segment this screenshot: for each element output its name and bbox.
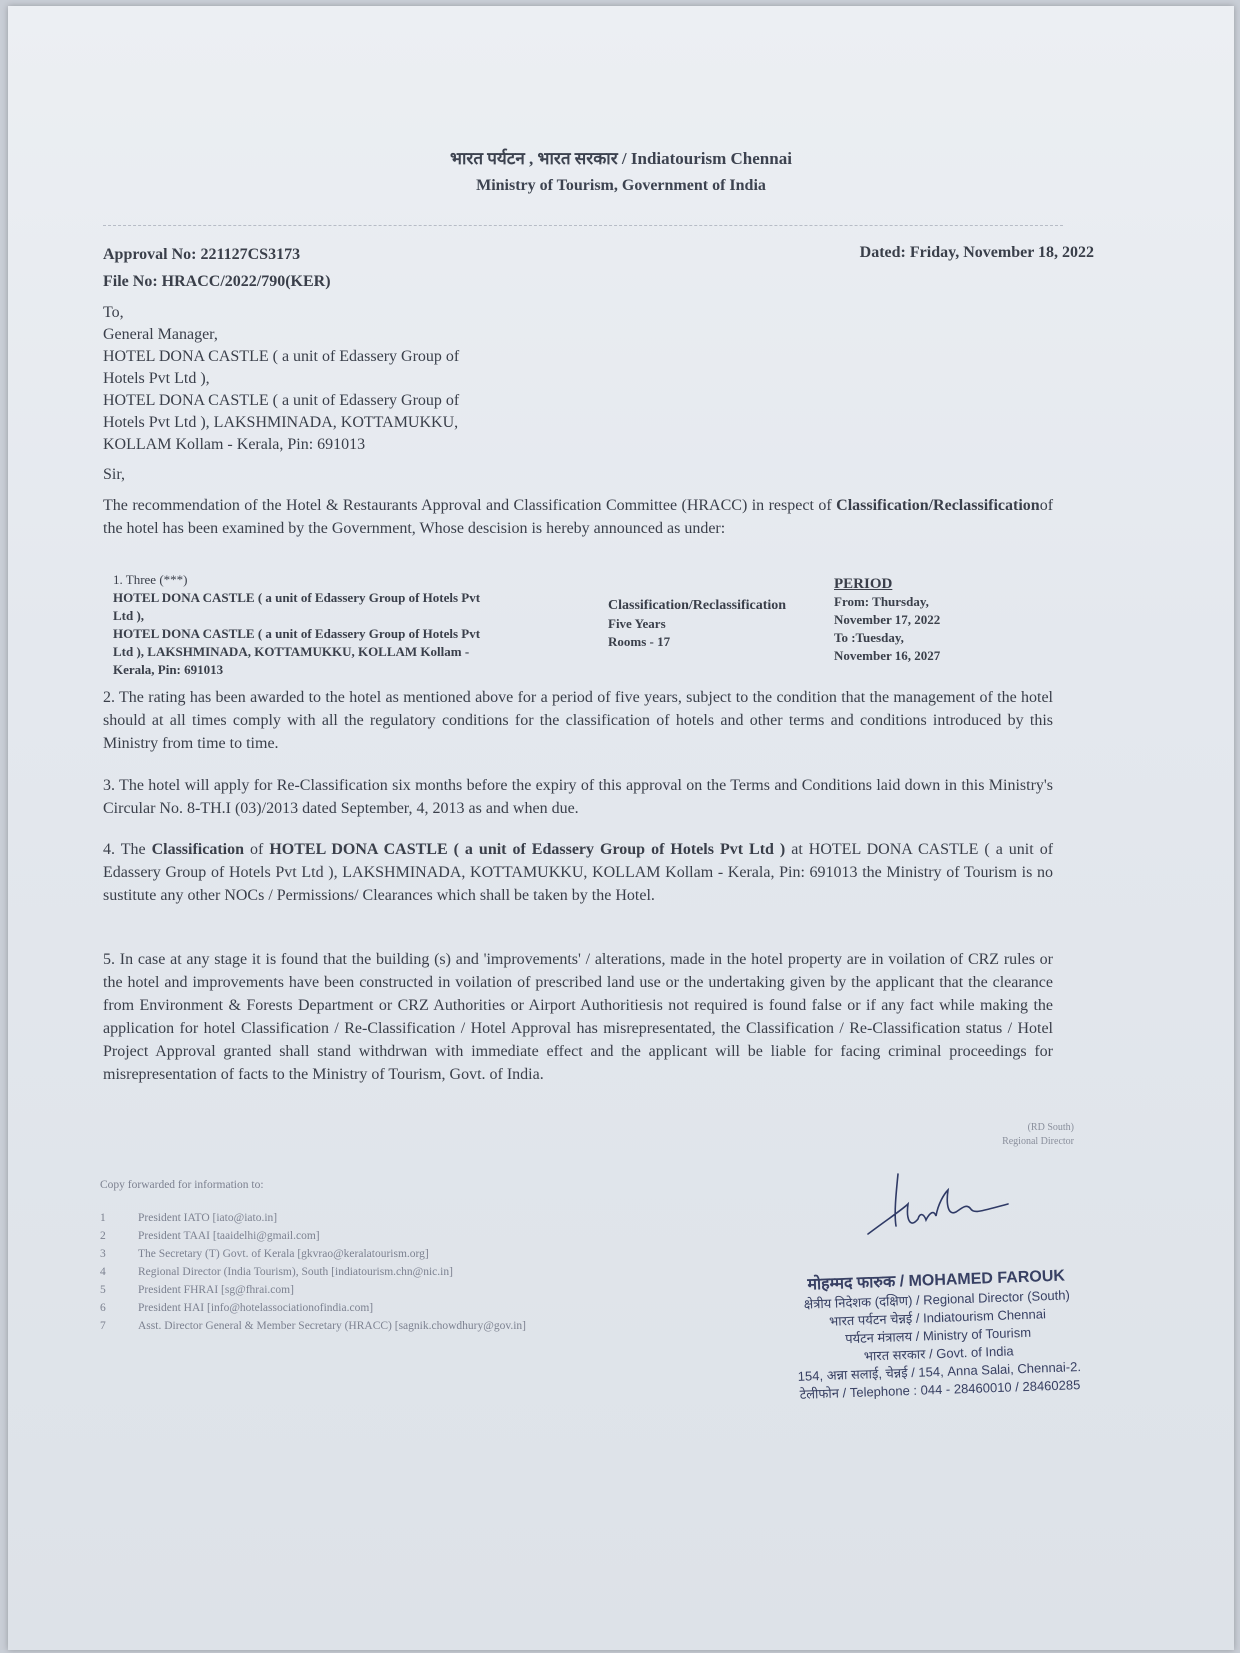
intro-text: The recommendation of the Hotel & Restaurants Approval and Classification Committee (HRACC) in respect of — [103, 497, 832, 514]
copy-item: 3 The Secretary (T) Govt. of Kerala [gkvrao@keralatourism.org] — [100, 1248, 429, 1260]
classification-period — [834, 576, 994, 665]
address-line: HOTEL DONA CASTLE ( a unit of Edassery Group of — [103, 392, 460, 409]
rating-line: 1. Three (***) — [113, 572, 188, 587]
rooms-label: Rooms - 17 — [608, 634, 671, 649]
stamp-designation: क्षेत्रीय निदेशक (दक्षिण) / Regional Director (South) — [803, 1287, 1071, 1312]
copy-item: 2 President TAAI [taaidelhi@gmail.com] — [100, 1230, 320, 1242]
approval-number: Approval No: 221127CS3173 — [103, 246, 301, 263]
address-line: Hotels Pvt Ltd ), LAKSHMINADA, KOTTAMUKKU, — [103, 414, 459, 431]
address-line: KOLLAM Kollam - Kerala, Pin: 691013 — [103, 436, 366, 453]
copy-item: 1 President IATO [iato@iato.in] — [100, 1212, 278, 1224]
p4-text: at HOTEL DONA CASTLE ( a unit of Edassery Group of Hotels Pvt Ltd ), LAKSHMINADA, KOTTAMUKKU, KOLLAM Kollam - Kerala, Pin: 691013 the Ministry of Tourism is no sustitute any other NOCs / Permissions/ Clearances which shall be taken by the Hotel. — [103, 841, 1054, 904]
letter-page — [8, 6, 1234, 1650]
copy-heading: Copy forwarded for information to: — [100, 1179, 264, 1191]
stamp-name: मोहम्मद फारुक / MOHAMED FAROUK — [807, 1267, 1066, 1294]
period-line: November 17, 2022 — [834, 612, 941, 627]
signatory-title: Regional Director — [1002, 1136, 1074, 1147]
classification-type — [608, 597, 828, 651]
type-label: Classification/Reclassification — [608, 598, 787, 613]
period-line: November 16, 2027 — [834, 648, 941, 663]
years-label: Five Years — [608, 616, 666, 631]
intro-bold: Classification/Reclassification — [836, 497, 1040, 514]
period-line: To :Tuesday, — [834, 630, 904, 645]
period-line: From: Thursday, — [834, 594, 929, 609]
stamp-ministry: पर्यटन मंत्रालय / Ministry of Tourism — [844, 1324, 1032, 1347]
hotel-line: HOTEL DONA CASTLE ( a unit of Edassery Group of Hotels Pvt — [113, 626, 481, 641]
address-line: To, — [103, 304, 124, 321]
header-ministry: Ministry of Tourism, Government of India — [476, 177, 766, 194]
signatory-rd: (RD South) — [1027, 1122, 1074, 1133]
recipient-address — [103, 302, 603, 456]
paragraph-2: 2. The rating has been awarded to the hotel as mentioned above for a period of five years, subject to the condition that the management of the hotel should at all times comply with all the regulatory conditions for the classification of hotels and other terms and conditions introduced by this Ministry from time to time. — [103, 689, 1053, 752]
header-divider — [103, 225, 1063, 226]
paragraph-5: 5. In case at any stage it is found that the building (s) and 'improvements' / alterations, made in the hotel property are in voilation of CRZ rules or the hotel and improvements have been constructed in voilation of prescribed land use or the undertaking given by the applicant that the clearance from Environment & Forests Department or CRZ Authorities or Airport Authoritiesis not required is found false or if any fact while making the application for hotel Classification / Re-Classification / Hotel Approval has misrepresentated, the Classification / Re-Classification status / Hotel Project Approval granted shall stand withdrwan with immediate effect and the applicant will be liable for facing criminal proceedings for misrepresentation of facts to the Ministry of Tourism, Govt. of India. — [103, 951, 1053, 1083]
salutation: Sir, — [103, 466, 126, 483]
signatory-block — [1002, 1121, 1074, 1149]
intro-text-end: of the hotel has been examined by the Government, Whose descision is hereby announced as under: — [103, 497, 1054, 537]
hotel-line: HOTEL DONA CASTLE ( a unit of Edassery Group of Hotels Pvt — [113, 590, 481, 605]
address-line: HOTEL DONA CASTLE ( a unit of Edassery Group of — [103, 348, 460, 365]
address-line: Hotels Pvt Ltd ), — [103, 370, 210, 387]
letter-date: Dated: Friday, November 18, 2022 — [859, 244, 1094, 261]
copy-item: 7 Asst. Director General & Member Secretary (HRACC) [sagnik.chowdhury@gov.in] — [100, 1320, 526, 1332]
signature-mark — [848, 1164, 1038, 1254]
p4-text: of — [244, 841, 270, 858]
paragraph-4 — [103, 838, 1053, 907]
copy-item: 5 President FHRAI [sg@fhrai.com] — [100, 1284, 294, 1296]
copy-item: 4 Regional Director (India Tourism), South [indiatourism.chn@nic.in] — [100, 1266, 453, 1278]
hotel-line: Kerala, Pin: 691013 — [113, 662, 224, 677]
p4-text: 4. The — [103, 841, 152, 858]
stamp-govt: भारत सरकार / Govt. of India — [863, 1343, 1014, 1364]
hotel-line: Ltd ), — [113, 608, 145, 623]
classification-hotel — [113, 571, 593, 679]
hotel-line: Ltd ), LAKSHMINADA, KOTTAMUKKU, KOLLAM Kollam - — [113, 644, 470, 659]
stamp-office: भारत पर्यटन चेन्नई / Indiatourism Chennai — [828, 1306, 1047, 1329]
paragraph-3: 3. The hotel will apply for Re-Classification six months before the expiry of this approval on the Terms and Conditions laid down in this Ministry's Circular No. 8-TH.I (03)/2013 dated September, 4, 2013 as and when due. — [103, 777, 1053, 817]
p4-bold-hotel: HOTEL DONA CASTLE ( a unit of Edassery Group of Hotels Pvt Ltd ) — [269, 841, 786, 858]
official-stamp — [761, 1262, 1115, 1404]
address-line: General Manager, — [103, 326, 218, 343]
header-title: भारत पर्यटन , भारत सरकार / Indiatourism Chennai — [450, 149, 792, 168]
copy-list — [100, 1209, 700, 1335]
p4-bold-classification: Classification — [151, 841, 245, 858]
intro-paragraph — [103, 494, 1053, 540]
file-number: File No: HRACC/2022/790(KER) — [103, 273, 331, 290]
stamp-address: 154, अन्ना सलाई, चेन्नई / 154, Anna Salai, Chennai-2. — [797, 1359, 1082, 1384]
period-heading: PERIOD — [834, 576, 893, 592]
copy-item: 6 President HAI [info@hotelassociationofindia.com] — [100, 1302, 374, 1314]
stamp-telephone: टेलीफोन / Telephone : 044 - 28460010 / 28460285 — [799, 1377, 1081, 1402]
